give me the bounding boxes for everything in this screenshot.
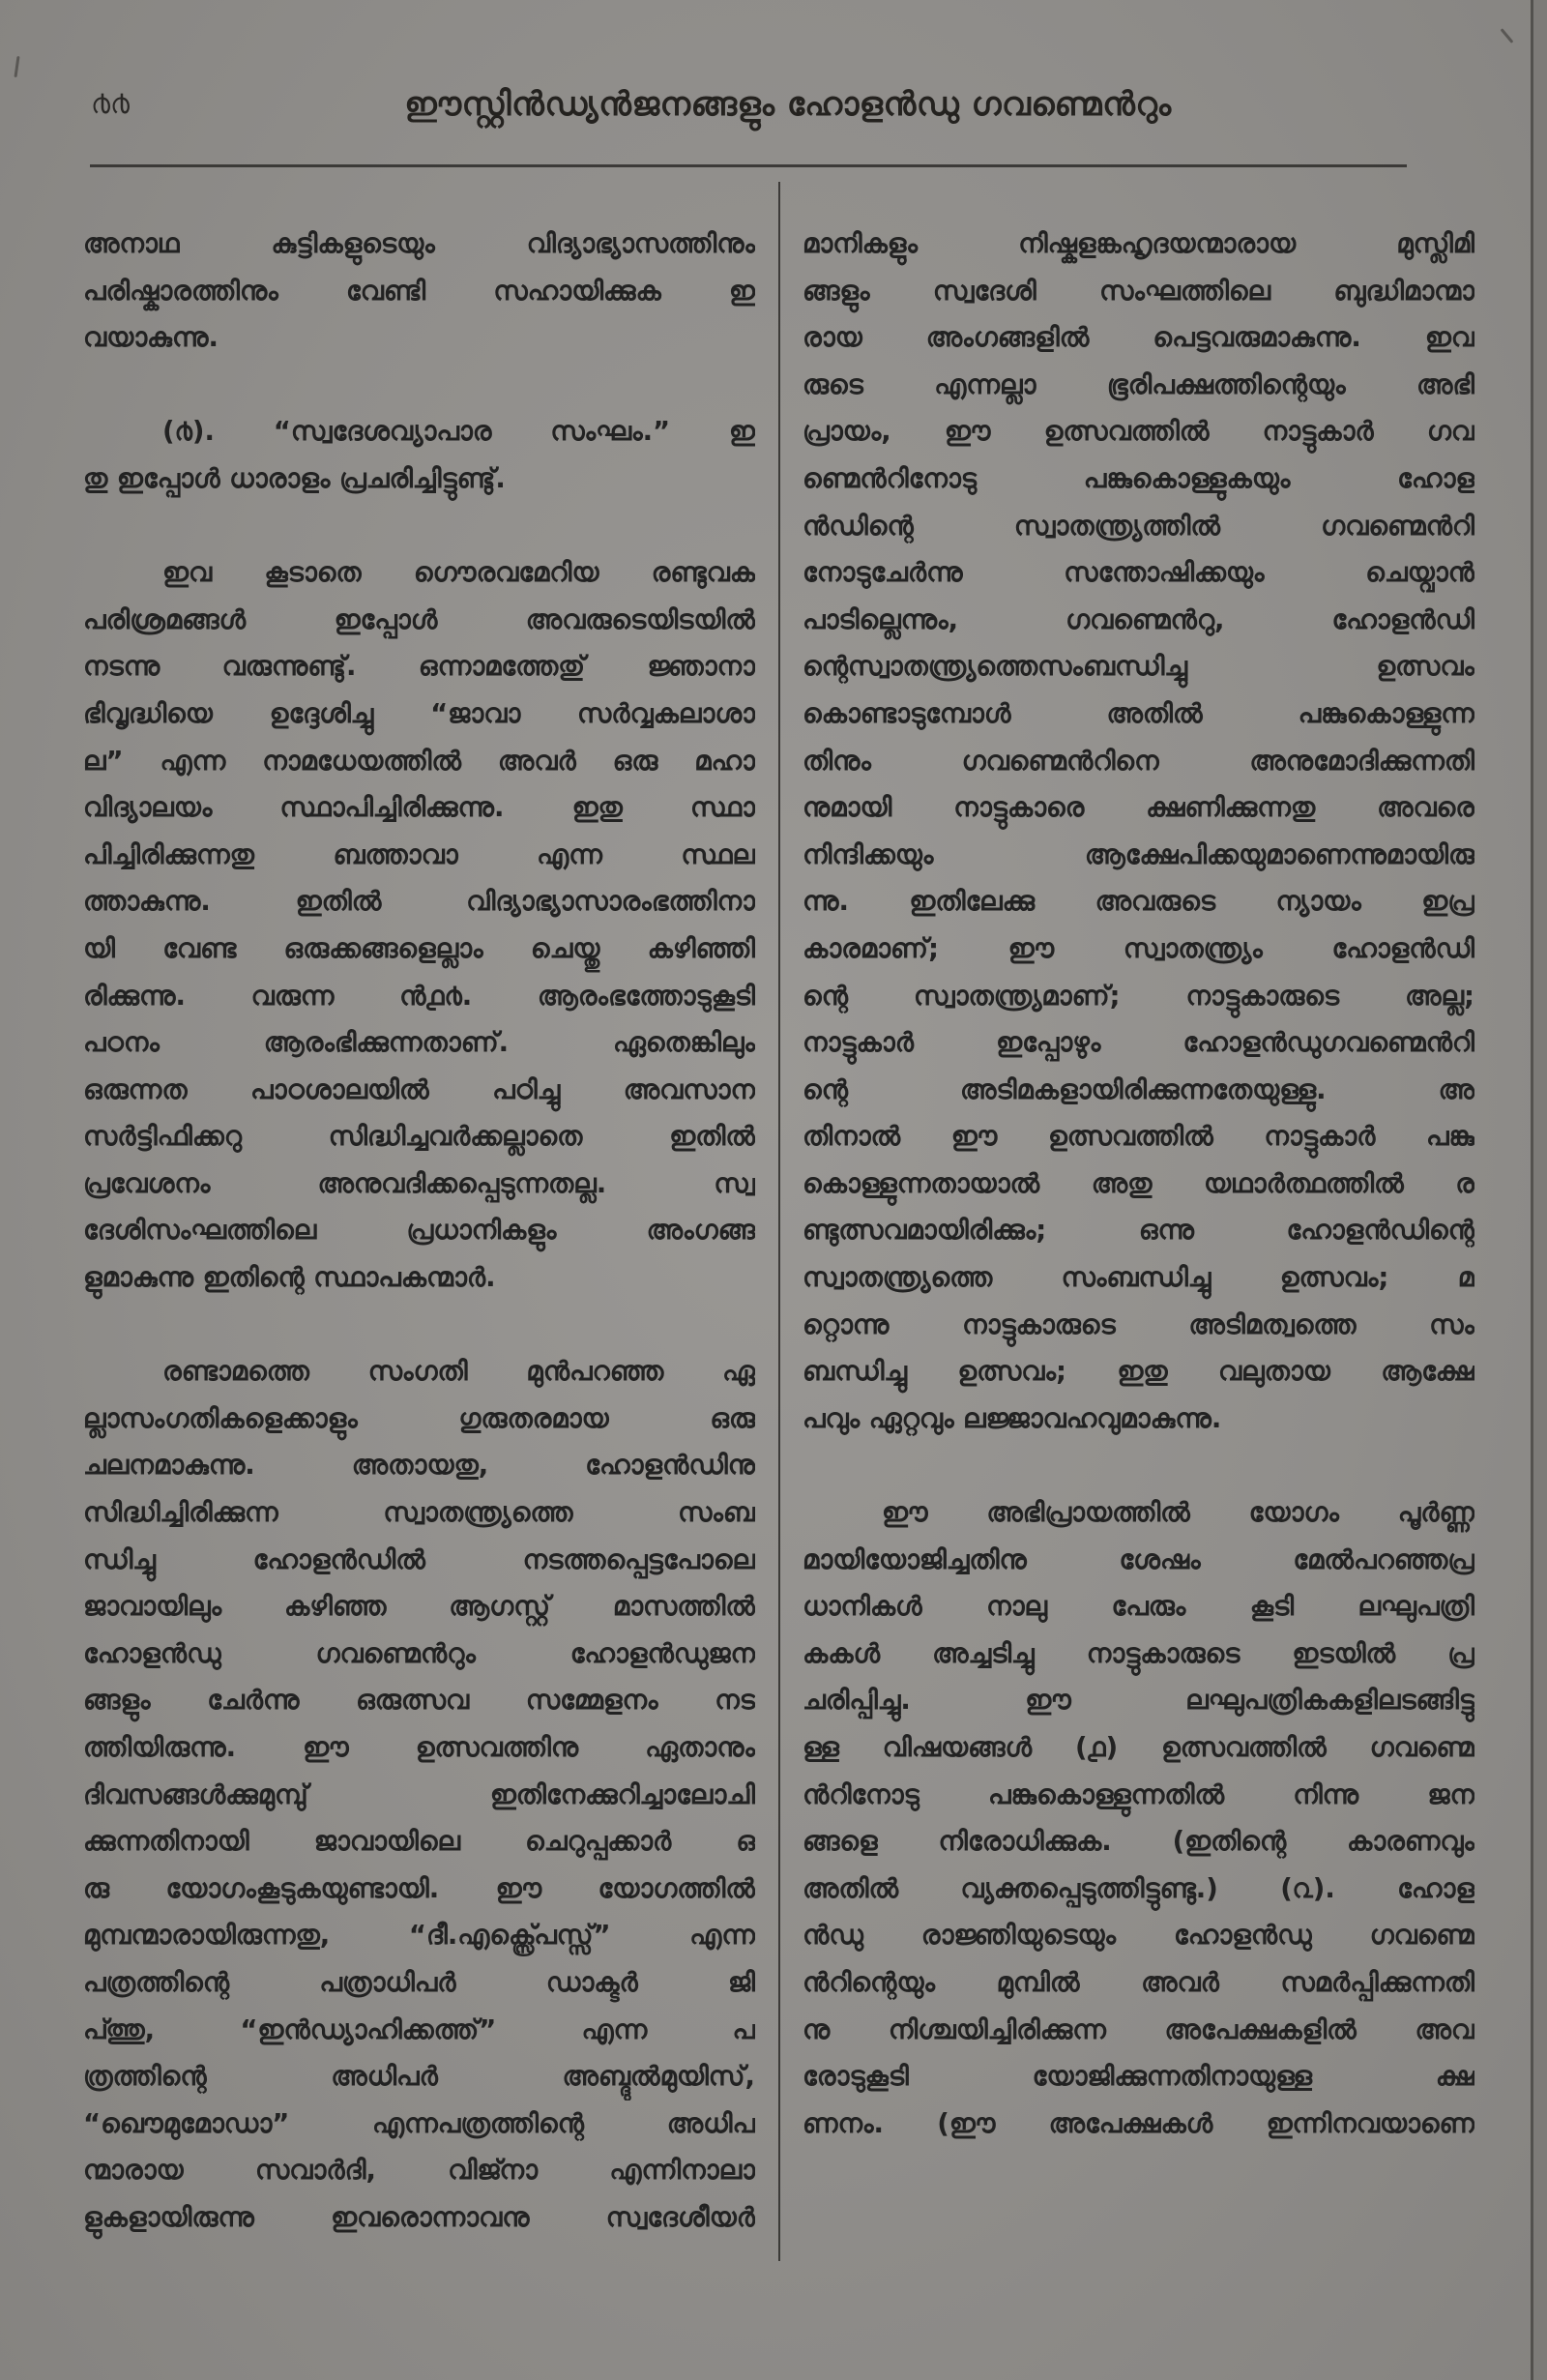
page-number: ൪൪ — [91, 87, 130, 121]
left-column — [83, 220, 755, 2242]
text-line: ഹോളൻഡു ഗവണ്മെൻറും ഹോളൻഡുജന — [83, 1637, 755, 1669]
text-line: ങ്ങളെ നിരോധിക്കുക. (ഇതിന്റെ കാരണവും — [803, 1826, 1474, 1858]
text-line: ഒരുന്നത പാഠശാലയിൽ പഠിച്ചു അവസാന — [83, 1073, 755, 1105]
text-line: ഭിവൃദ്ധിയെ ഉദ്ദേശിച്ചു “ജാവാ സർവ്വകലാശാ — [83, 697, 755, 729]
scan-blemish — [14, 56, 19, 77]
text-line: ൻഡു രാജ്ഞിയുടെയും ഹോളൻഡു ഗവണ്മെ — [803, 1920, 1474, 1952]
text-line: നിന്ദിക്കയും ആക്ഷേപിക്കയുമാണെന്നുമായിരു — [803, 838, 1474, 870]
text-line: ന്റെസ്വാതന്ത്ര്യത്തെസംബന്ധിച്ചു ഉത്സവം — [803, 651, 1474, 683]
text-line: ണ്ടുത്സവമായിരിക്കും; ഒന്നു ഹോളൻഡിന്റെ — [803, 1215, 1474, 1247]
text-line: കൊള്ളുന്നതായാൽ അതു യഥാർത്ഥത്തിൽ ര — [803, 1167, 1474, 1199]
text-line: ങ്ങളും ചേർന്നു ഒരുത്സവ സമ്മേളനം നട — [83, 1685, 755, 1717]
text-line: കൊണ്ടാടുമ്പോൾ അതിൽ പങ്കുകൊള്ളുന്ന — [803, 697, 1474, 729]
text-line: ന്നു. ഇതിലേക്കു അവരുടെ ന്യായം ഇപ്ര — [803, 886, 1474, 918]
text-line: രിക്കുന്നു. വരുന്ന ൻ൧൪. ആരംഭത്തോടുകൂടി — [83, 980, 755, 1012]
text-line: അതിൽ വ്യക്തപ്പെടുത്തിട്ടുണ്ടു.) (൨). ഹോള — [803, 1872, 1474, 1904]
text-line: മായിയോജിച്ചതിനു ശേഷം മേൽപറഞ്ഞപ്ര — [803, 1543, 1474, 1575]
text-line: ന്മാരായ സവാർദി, വിജ്നാ എന്നിനാലാ — [83, 2155, 755, 2187]
text-line: തിനാൽ ഈ ഉത്സവത്തിൽ നാട്ടുകാർ പങ്കു — [803, 1121, 1474, 1153]
text-line: നു നിശ്ചയിച്ചിരിക്കുന്ന അപേക്ഷകളിൽ അവ — [803, 2013, 1474, 2045]
text-line: ന്ധിച്ചു ഹോളൻഡിൽ നടത്തപ്പെട്ടപോലെ — [83, 1543, 755, 1575]
text-line: പിച്ചിരിക്കുന്നതു ബത്താവാ എന്ന സ്ഥല — [83, 838, 755, 870]
page-edge-line — [1531, 0, 1533, 2380]
text-line: നാട്ടുകാർ ഇപ്പോഴും ഹോളൻഡുഗവണ്മെൻറി — [803, 1027, 1474, 1059]
paragraph-gap — [83, 1302, 755, 1349]
text-line: അനാഥ കുട്ടികളുടെയും വിദ്യാഭ്യാസത്തിനും — [83, 228, 755, 259]
text-line: ളുകളായിരുന്നു ഇവരൊന്നാവനു സ്വദേശീയർ — [83, 2201, 755, 2233]
text-line: സിദ്ധിച്ചിരിക്കുന്ന സ്വാതന്ത്ര്യത്തെ സംബ — [83, 1497, 755, 1529]
text-line: കകൾ അച്ചടിച്ചു നാട്ടുകാരുടെ ഇടയിൽ പ്ര — [803, 1637, 1474, 1669]
text-line: ള്ള വിഷയങ്ങൾ (൧) ഉത്സവത്തിൽ ഗവണ്മെ — [803, 1732, 1474, 1763]
text-line: ജാവായിലും കഴിഞ്ഞ ആഗസ്റ്റ് മാസത്തിൽ — [83, 1591, 755, 1623]
text-line: പാടില്ലെന്നും, ഗവണ്മെൻറു, ഹോളൻഡി — [803, 603, 1474, 635]
text-line: പഠനം ആരംഭിക്കുന്നതാണ്. ഏതെങ്കിലും — [83, 1027, 755, 1059]
text-line: വയാകുന്നു. — [83, 322, 219, 354]
running-head — [0, 83, 1547, 132]
text-line: പരിഷ്കാരത്തിനും വേണ്ടി സഹായിക്കുക ഇ — [83, 275, 755, 307]
text-line: ദിവസങ്ങൾക്കുമുമ്പു് ഇതിനേക്കുറിച്ചാലോചി — [83, 1778, 755, 1810]
text-line: ഇവ കൂടാതെ ഗൌരവമേറിയ രണ്ടുവക — [162, 557, 755, 589]
text-line: ൻറിനോടു പങ്കുകൊള്ളുന്നതിൽ നിന്നു ജന — [803, 1778, 1474, 1810]
text-line: രുടെ എന്നല്ലാ ഭൂരിപക്ഷത്തിന്റെയും അഭി — [803, 368, 1474, 400]
running-title: ഈസ്റ്റിൻഡ്യൻജനങ്ങളും ഹോളൻഡു ഗവണ്മെൻറും — [404, 85, 1172, 124]
text-line: രു യോഗംകൂടുകയുണ്ടായി. ഈ യോഗത്തിൽ — [83, 1872, 755, 1904]
text-line: പത്രത്തിന്റെ പത്രാധിപർ ഡാക്ടർ ജി — [83, 1966, 755, 1998]
text-line: യി വേണ്ട ഒരുക്കങ്ങളെല്ലാം ചെയ്തു കഴിഞ്ഞി — [83, 932, 755, 964]
text-line: ൻറിന്റെയും മുമ്പിൽ അവർ സമർപ്പിക്കുന്നതി — [803, 1966, 1474, 1998]
text-line: പ്രായം, ഈ ഉത്സവത്തിൽ നാട്ടുകാർ ഗവ — [803, 416, 1474, 448]
text-line: മുമ്പന്മാരായിരുന്നതു, “ദീ.എക്സ്പ്രെസ്സ്” എന്ന — [83, 1920, 755, 1952]
header-rule — [90, 164, 1407, 167]
text-line: തിനും ഗവണ്മെൻറിനെ അനുമോദിക്കുന്നതി — [803, 745, 1474, 777]
text-line: നുമായി നാട്ടുകാരെ ക്ഷണിക്കുന്നതു അവരെ — [803, 792, 1474, 824]
text-line: ൻഡിന്റെ സ്വാതന്ത്ര്യത്തിൽ ഗവണ്മെൻറി — [803, 510, 1474, 542]
text-line: ക്കുന്നതിനായി ജാവായിലെ ചെറുപ്പക്കാർ ഒ — [83, 1826, 755, 1858]
text-line: പ്ത്തു, “ഇൻഡ്യാഹിക്കത്ത്” എന്ന പ — [83, 2013, 755, 2045]
right-column — [803, 220, 1474, 2147]
column-divider — [778, 182, 780, 2261]
text-line: നടന്നു വരുന്നുണ്ടു്. ഒന്നാമത്തേതു് ജ്ഞാനാ — [83, 651, 755, 683]
text-line: സർട്ടിഫിക്കറു സിദ്ധിച്ചവർക്കല്ലാതെ ഇതിൽ — [83, 1121, 755, 1153]
text-line: നോടുചേർന്നു സന്തോഷിക്കയും ചെയ്വാൻ — [803, 557, 1474, 589]
text-line: മാനികളും നിഷ്കളങ്കഹൃദയന്മാരായ മുസ്ലിമി — [803, 228, 1474, 259]
text-line: രണ്ടാമത്തെ സംഗതി മുൻപറഞ്ഞ ഏ — [162, 1356, 755, 1388]
text-line: ബന്ധിച്ചു ഉത്സവം; ഇതു വലുതായ ആക്ഷേ — [803, 1356, 1474, 1388]
text-line: ണ്മെൻറിനോടു പങ്കുകൊള്ളുകയും ഹോള — [803, 462, 1474, 494]
text-line: ത്രത്തിന്റെ അധിപർ അബ്ദുൽമുയിസ്, — [83, 2061, 755, 2093]
page-edge-shadow — [1533, 0, 1547, 2380]
paragraph-gap — [83, 503, 755, 550]
text-line: തു ഇപ്പോൾ ധാരാളം പ്രചരിച്ചിട്ടുണ്ടു്. — [83, 462, 506, 494]
text-line: പരിശ്രമങ്ങൾ ഇപ്പോൾ അവരുടെയിടയിൽ — [83, 603, 755, 635]
text-line: രായ അംഗങ്ങളിൽ പെട്ടവരുമാകുന്നു. ഇവ — [803, 322, 1474, 354]
text-line: ചരിപ്പിച്ചു. ഈ ലഘുപത്രികകളിലടങ്ങിട്ടു — [803, 1685, 1474, 1717]
text-line: ല” എന്ന നാമധേയത്തിൽ അവർ ഒരു മഹാ — [83, 745, 755, 777]
text-line: “ഖൌമുമോഡാ” എന്നപത്രത്തിന്റെ അധിപ — [83, 2107, 755, 2139]
text-line: ഈ അഭിപ്രായത്തിൽ യോഗം പൂർണ്ണ — [882, 1497, 1474, 1529]
text-line: രോടുകൂടി യോജിക്കുന്നതിനായുള്ള ക്ഷ — [803, 2061, 1474, 2093]
text-line: വിദ്യാലയം സ്ഥാപിച്ചിരിക്കുന്നു. ഇതു സ്ഥാ — [83, 792, 755, 824]
text-line: പവും ഏറ്റവും ലജ്ജാവഹവുമാകുന്നു. — [803, 1402, 1222, 1434]
text-line: ല്ലാസംഗതികളെക്കാളും ഗുരുതരമായ ഒരു — [83, 1402, 755, 1434]
text-line: ചലനമാകുന്നു. അതായതു, ഹോളൻഡിനു — [83, 1450, 755, 1482]
text-line: പ്രവേശനം അനുവദിക്കപ്പെടുന്നതല്ല. സ്വ — [83, 1167, 755, 1199]
text-line: റ്റൊന്നു നാട്ടുകാരുടെ അടിമത്വത്തെ സം — [803, 1308, 1474, 1340]
text-line: ന്റെ അടിമകളായിരിക്കുന്നതേയുള്ളു. അ — [803, 1073, 1474, 1105]
text-line: ത്തിയിരുന്നു. ഈ ഉത്സവത്തിനു ഏതാനും — [83, 1732, 755, 1763]
text-line: കാരമാണ്; ഈ സ്വാതന്ത്ര്യം ഹോളൻഡി — [803, 932, 1474, 964]
text-line: ളുമാകുന്നു ഇതിന്റെ സ്ഥാപകന്മാർ. — [83, 1262, 496, 1294]
text-line: ദേശിസംഘത്തിലെ പ്രധാനികളും അംഗങ്ങ — [83, 1215, 755, 1247]
text-line: ങ്ങളും സ്വദേശി സംഘത്തിലെ ബുദ്ധിമാന്മാ — [803, 275, 1474, 307]
text-line: (൪). “സ്വദേശവ്യാപാര സംഘം.” ഇ — [162, 416, 755, 448]
scan-blemish — [1501, 28, 1514, 44]
text-line: ത്താകുന്നു. ഇതിൽ വിദ്യാഭ്യാസാരംഭത്തിനാ — [83, 886, 755, 918]
paragraph-gap — [803, 1442, 1474, 1489]
text-line: ണനം. (ഈ അപേക്ഷകൾ ഇന്നിനവയാണെ — [803, 2107, 1474, 2139]
paragraph-gap — [83, 362, 755, 409]
text-line: ന്റെ സ്വാതന്ത്ര്യമാണ്; നാട്ടുകാരുടെ അല്ല; — [803, 980, 1474, 1012]
text-line: സ്വാതന്ത്ര്യത്തെ സംബന്ധിച്ചു ഉത്സവം; മ — [803, 1262, 1474, 1294]
text-line: ധാനികൾ നാലു പേരും കൂടി ലഘുപത്രി — [803, 1591, 1474, 1623]
